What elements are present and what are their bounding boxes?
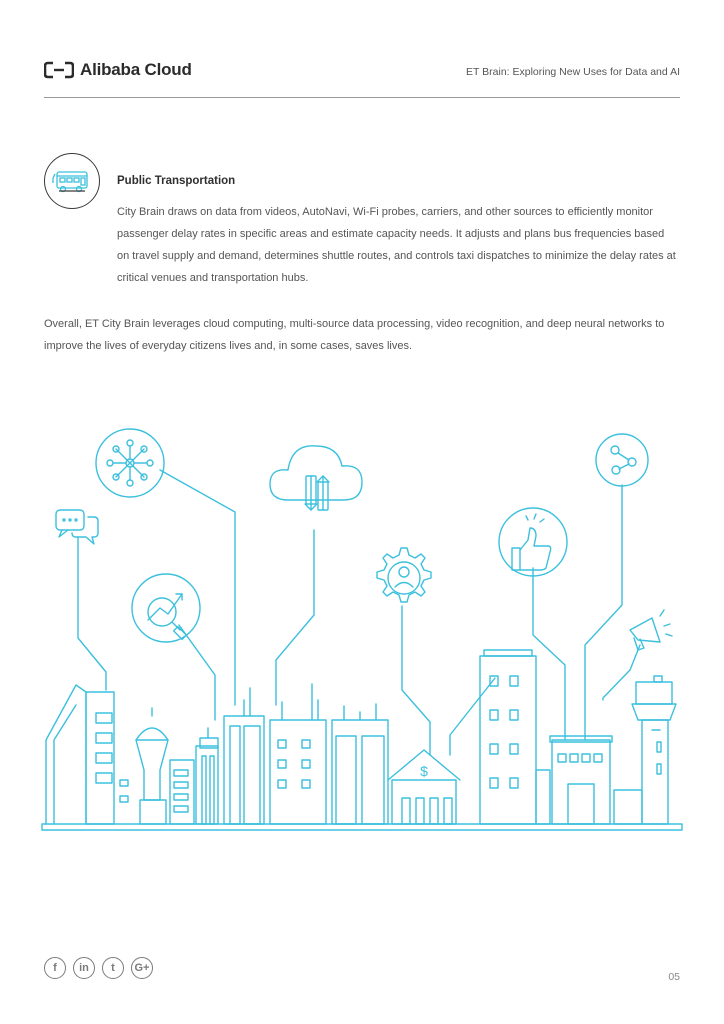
network-icon bbox=[96, 429, 164, 497]
section-body: City Brain draws on data from videos, AutoNavi, Wi-Fi probes, carriers, and other sources to efficiently monitor passenger delay rates in specific areas and estimate capacity needs. It adjusts and plans bus frequencies based on travel supply and demand, determines shuttle routes, and controls taxi dispatches to minimize the delay rates at critical venues and transportation hubs. bbox=[117, 206, 676, 284]
google-plus-icon[interactable]: G+ bbox=[131, 957, 153, 979]
cloud-sync-icon bbox=[270, 446, 362, 510]
twitter-icon[interactable]: t bbox=[102, 957, 124, 979]
document-title: ET Brain: Exploring New Uses for Data and AI bbox=[466, 66, 680, 78]
header-divider bbox=[44, 97, 680, 98]
chat-bubbles-icon bbox=[56, 510, 98, 544]
social-links bbox=[44, 957, 153, 979]
smart-city-illustration bbox=[40, 420, 684, 840]
thumbs-up-icon bbox=[499, 508, 567, 576]
section-heading: Public Transportation bbox=[117, 175, 236, 187]
brand-logo bbox=[44, 60, 192, 80]
page-number: 05 bbox=[668, 971, 680, 983]
analytics-magnifier-icon bbox=[132, 574, 200, 642]
share-icon bbox=[596, 434, 648, 486]
facebook-icon[interactable]: f bbox=[44, 957, 66, 979]
alibaba-cloud-logo-icon bbox=[44, 61, 74, 79]
page-header bbox=[44, 58, 680, 98]
bus-icon bbox=[44, 153, 100, 209]
gear-user-icon bbox=[377, 548, 431, 602]
summary-paragraph: Overall, ET City Brain leverages cloud computing, multi-source data processing, video recognition, and deep neural networks to improve the lives of everyday citizens lives and, in some cases, saves lives. bbox=[44, 318, 665, 352]
bank-dollar-symbol: $ bbox=[420, 763, 428, 779]
megaphone-icon bbox=[630, 610, 672, 650]
brand-name: Alibaba Cloud bbox=[80, 60, 192, 79]
linkedin-icon[interactable]: in bbox=[73, 957, 95, 979]
